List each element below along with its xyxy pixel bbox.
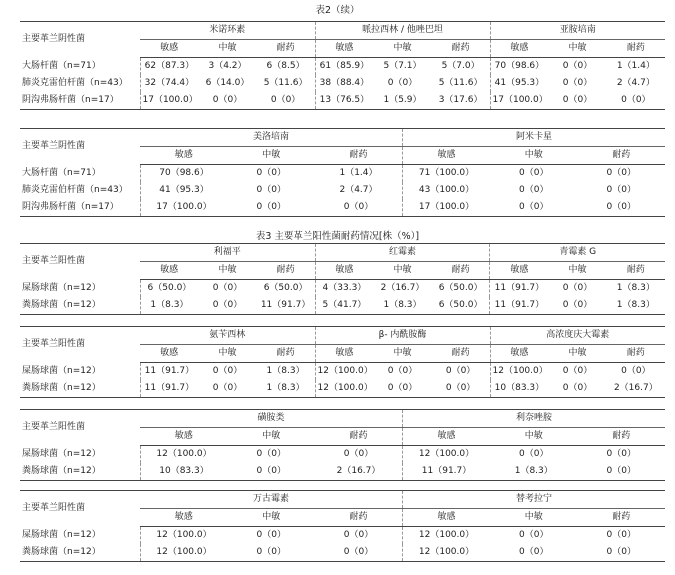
value-cell: 0（0） xyxy=(198,297,256,315)
value-cell: 6（50.0） xyxy=(438,283,483,293)
antibiotic-group-header: 青霉素 G xyxy=(490,244,665,262)
value-cell: 0（0） xyxy=(343,449,374,459)
susceptibility-header: 中敏 xyxy=(228,509,316,527)
susceptibility-header: 敏感 xyxy=(140,509,228,527)
susceptibility-header: 敏感 xyxy=(490,40,548,58)
value-cell: 12（100.0） xyxy=(140,527,228,545)
bacteria-label: 粪肠球菌（n=12） xyxy=(20,544,140,562)
value-cell: 0（0） xyxy=(562,283,593,293)
value-cell: 0（0） xyxy=(607,92,665,110)
value-cell: 17（100.0） xyxy=(140,199,228,217)
value-cell: 70（98.6） xyxy=(140,165,228,183)
value-cell: 1（8.3） xyxy=(607,297,665,315)
value-cell: 1（8.3） xyxy=(490,463,578,481)
susceptibility-header: 中敏 xyxy=(373,345,431,363)
value-cell: 0（0） xyxy=(228,199,316,217)
value-cell: 0（0） xyxy=(578,463,666,481)
value-cell: 2（16.7） xyxy=(315,463,403,481)
value-cell: 38（88.4） xyxy=(315,75,373,92)
antibiotic-group-header: 替考拉宁 xyxy=(403,491,666,509)
susceptibility-header: 耐药 xyxy=(432,262,490,280)
row-header-label: 主要革兰阴性菌 xyxy=(20,22,140,58)
value-cell: 5（7.0） xyxy=(441,61,480,71)
value-cell: 11（91.7） xyxy=(490,297,548,315)
data-table xyxy=(20,128,665,217)
value-cell: 0（0） xyxy=(606,185,636,195)
value-cell: 0（0） xyxy=(548,380,606,398)
bacteria-label: 屎肠球菌（n=12） xyxy=(22,448,101,459)
value-cell: 0（0） xyxy=(519,185,549,195)
value-cell: 13（76.5） xyxy=(315,92,373,110)
value-cell: 0（0） xyxy=(343,530,374,540)
susceptibility-header: 中敏 xyxy=(198,262,256,280)
row-header-label: 主要革兰阴性菌 xyxy=(20,129,140,165)
value-cell: 0（0） xyxy=(228,463,316,481)
susceptibility-header: 耐药 xyxy=(315,428,403,446)
value-cell: 0（0） xyxy=(256,168,286,178)
value-cell: 43（100.0） xyxy=(403,182,491,199)
value-cell: 0（0） xyxy=(198,380,256,398)
susceptibility-header: 敏感 xyxy=(490,262,548,280)
susceptibility-header: 敏感 xyxy=(140,40,198,58)
value-cell: 0（0） xyxy=(445,366,476,376)
value-cell: 2（16.7） xyxy=(380,283,425,293)
susceptibility-header: 耐药 xyxy=(607,262,665,280)
susceptibility-header: 耐药 xyxy=(432,345,490,363)
bacteria-label: 阴沟弗肠杆菌（n=17） xyxy=(20,199,140,217)
value-cell: 5（7.1） xyxy=(383,61,422,71)
table-row xyxy=(20,92,665,110)
susceptibility-header: 敏感 xyxy=(315,40,373,58)
value-cell: 71（100.0） xyxy=(403,165,491,183)
row-header-label: 主要革兰阳性菌 xyxy=(20,244,140,280)
table-row xyxy=(20,297,665,315)
value-cell: 1（5.9） xyxy=(373,92,431,110)
value-cell: 5（11.6） xyxy=(438,78,483,88)
bacteria-label: 屎肠球菌（n=12） xyxy=(22,365,101,376)
bacteria-label: 大肠杆菌（n=71） xyxy=(22,167,101,178)
value-cell: 0（0） xyxy=(606,530,636,540)
value-cell: 6（8.5） xyxy=(266,61,305,71)
table-row xyxy=(20,58,665,76)
bacteria-label: 阴沟弗肠杆菌（n=17） xyxy=(20,92,140,110)
antibiotic-group-header: 阿米卡星 xyxy=(403,129,666,147)
data-table xyxy=(20,326,665,398)
susceptibility-header: 耐药 xyxy=(432,40,490,58)
susceptibility-header: 敏感 xyxy=(315,345,373,363)
value-cell: 0（0） xyxy=(373,380,431,398)
susceptibility-header: 中敏 xyxy=(548,40,606,58)
susceptibility-header: 敏感 xyxy=(315,262,373,280)
value-cell: 0（0） xyxy=(578,544,666,562)
data-table xyxy=(20,21,665,110)
table-row xyxy=(20,75,665,92)
value-cell: 11（91.7） xyxy=(140,380,198,398)
susceptibility-header: 耐药 xyxy=(315,509,403,527)
antibiotic-group-header: 利福平 xyxy=(140,244,315,262)
bacteria-label: 屎肠球菌（n=12） xyxy=(22,282,101,293)
susceptibility-header: 敏感 xyxy=(403,428,491,446)
value-cell: 12（100.0） xyxy=(315,380,373,398)
value-cell: 1（1.4） xyxy=(339,168,378,178)
value-cell: 1（8.3） xyxy=(257,380,315,398)
value-cell: 12（100.0） xyxy=(403,446,491,464)
susceptibility-header: 耐药 xyxy=(257,262,315,280)
antibiotic-group-header: β- 内酰胺酶 xyxy=(315,327,490,345)
value-cell: 41（95.3） xyxy=(490,75,548,92)
value-cell: 12（100.0） xyxy=(403,544,491,562)
value-cell: 6（50.0） xyxy=(432,297,490,315)
bacteria-label: 粪肠球菌（n=12） xyxy=(20,380,140,398)
value-cell: 0（0） xyxy=(315,199,403,217)
value-cell: 2（4.7） xyxy=(339,185,378,195)
value-cell: 0（0） xyxy=(315,544,403,562)
table-row xyxy=(20,182,665,199)
table2-continued-caption: 表2（续） xyxy=(315,5,360,16)
susceptibility-header: 耐药 xyxy=(578,428,666,446)
antibiotic-group-header: 氨苄西林 xyxy=(140,327,315,345)
value-cell: 12（100.0） xyxy=(140,544,228,562)
susceptibility-header: 耐药 xyxy=(607,40,665,58)
table-row xyxy=(20,199,665,217)
value-cell: 12（100.0） xyxy=(490,363,548,381)
susceptibility-header: 中敏 xyxy=(373,40,431,58)
table-row xyxy=(20,527,665,545)
susceptibility-header: 中敏 xyxy=(548,345,606,363)
value-cell: 5（11.6） xyxy=(263,78,308,88)
table-row xyxy=(20,165,665,183)
value-cell: 1（8.3） xyxy=(616,283,655,293)
susceptibility-header: 敏感 xyxy=(140,428,228,446)
antibiotic-group-header: 美洛培南 xyxy=(140,129,403,147)
bacteria-label: 肺炎克雷伯杆菌（n=43） xyxy=(22,185,128,195)
value-cell: 0（0） xyxy=(490,544,578,562)
antibiotic-group-header: 哌拉西林 / 他唑巴坦 xyxy=(315,22,490,40)
susceptibility-header: 中敏 xyxy=(490,147,578,165)
value-cell: 0（0） xyxy=(256,449,286,459)
susceptibility-header: 敏感 xyxy=(490,345,548,363)
bacteria-label: 肺炎克雷伯杆菌（n=43） xyxy=(22,78,128,88)
susceptibility-header: 中敏 xyxy=(198,40,256,58)
value-cell: 12（100.0） xyxy=(403,527,491,545)
value-cell: 11（91.7） xyxy=(490,280,548,298)
value-cell: 1（8.3） xyxy=(373,297,431,315)
value-cell: 0（0） xyxy=(228,544,316,562)
value-cell: 0（0） xyxy=(606,168,636,178)
value-cell: 0（0） xyxy=(212,366,243,376)
value-cell: 10（83.3） xyxy=(140,463,228,481)
susceptibility-header: 耐药 xyxy=(257,40,315,58)
row-header-label: 主要革兰阳性菌 xyxy=(20,327,140,363)
value-cell: 12（100.0） xyxy=(315,363,373,381)
value-cell: 0（0） xyxy=(519,168,549,178)
value-cell: 61（85.9） xyxy=(315,58,373,76)
susceptibility-header: 耐药 xyxy=(257,345,315,363)
value-cell: 17（100.0） xyxy=(140,92,198,110)
susceptibility-header: 耐药 xyxy=(578,147,666,165)
antibiotic-group-header: 米诺环素 xyxy=(140,22,315,40)
table3-caption: 表3 主要革兰阳性菌耐药情况[株（%）] xyxy=(255,231,420,242)
value-cell: 3（4.2） xyxy=(208,61,247,71)
value-cell: 0（0） xyxy=(256,185,286,195)
value-cell: 10（83.3） xyxy=(490,380,548,398)
susceptibility-header: 中敏 xyxy=(228,428,316,446)
value-cell: 2（16.7） xyxy=(607,380,665,398)
table-row xyxy=(20,363,665,381)
susceptibility-header: 中敏 xyxy=(228,147,316,165)
table-row xyxy=(20,463,665,481)
susceptibility-header: 敏感 xyxy=(403,509,491,527)
row-header-label: 主要革兰阳性菌 xyxy=(20,410,140,446)
table-row xyxy=(20,280,665,298)
value-cell: 0（0） xyxy=(519,449,549,459)
value-cell: 32（74.4） xyxy=(140,75,198,92)
value-cell: 2（4.7） xyxy=(616,78,655,88)
value-cell: 1（1.4） xyxy=(616,61,655,71)
value-cell: 17（100.0） xyxy=(403,199,491,217)
value-cell: 0（0） xyxy=(548,92,606,110)
bacteria-label: 屎肠球菌（n=12） xyxy=(22,529,101,540)
value-cell: 5（41.7） xyxy=(315,297,373,315)
value-cell: 0（0） xyxy=(578,199,666,217)
susceptibility-header: 中敏 xyxy=(373,262,431,280)
value-cell: 6（50.0） xyxy=(263,283,308,293)
value-cell: 0（0） xyxy=(519,530,549,540)
value-cell: 0（0） xyxy=(387,366,418,376)
susceptibility-header: 敏感 xyxy=(140,147,228,165)
value-cell: 1（8.3） xyxy=(140,297,198,315)
bacteria-label: 粪肠球菌（n=12） xyxy=(20,463,140,481)
susceptibility-header: 耐药 xyxy=(607,345,665,363)
value-cell: 41（95.3） xyxy=(140,182,228,199)
value-cell: 0（0） xyxy=(490,199,578,217)
table-row xyxy=(20,380,665,398)
value-cell: 3（17.6） xyxy=(432,92,490,110)
value-cell: 62（87.3） xyxy=(140,58,198,76)
data-table xyxy=(20,490,665,562)
value-cell: 1（8.3） xyxy=(266,366,305,376)
susceptibility-header: 中敏 xyxy=(198,345,256,363)
value-cell: 0（0） xyxy=(562,78,593,88)
susceptibility-header: 敏感 xyxy=(403,147,491,165)
antibiotic-group-header: 高浓度庆大霉素 xyxy=(490,327,665,345)
antibiotic-group-header: 磺胺类 xyxy=(140,410,403,428)
susceptibility-header: 耐药 xyxy=(315,147,403,165)
susceptibility-header: 中敏 xyxy=(490,509,578,527)
susceptibility-header: 敏感 xyxy=(140,345,198,363)
value-cell: 11（91.7） xyxy=(140,363,198,381)
value-cell: 0（0） xyxy=(212,283,243,293)
row-header-label: 主要革兰阳性菌 xyxy=(20,491,140,527)
value-cell: 0（0） xyxy=(387,78,418,88)
value-cell: 0（0） xyxy=(621,366,651,376)
value-cell: 0（0） xyxy=(256,530,286,540)
value-cell: 70（98.6） xyxy=(490,58,548,76)
table-row xyxy=(20,446,665,464)
value-cell: 0（0） xyxy=(432,380,490,398)
bacteria-label: 粪肠球菌（n=12） xyxy=(20,297,140,315)
data-table xyxy=(20,243,665,315)
value-cell: 11（91.7） xyxy=(403,463,491,481)
antibiotic-group-header: 红霉素 xyxy=(315,244,490,262)
susceptibility-header: 敏感 xyxy=(140,262,198,280)
value-cell: 0（0） xyxy=(257,92,315,110)
value-cell: 11（91.7） xyxy=(257,297,315,315)
value-cell: 0（0） xyxy=(606,449,636,459)
antibiotic-group-header: 万古霉素 xyxy=(140,491,403,509)
value-cell: 6（14.0） xyxy=(205,78,250,88)
bacteria-label: 大肠杆菌（n=71） xyxy=(22,60,101,71)
susceptibility-header: 中敏 xyxy=(490,428,578,446)
value-cell: 0（0） xyxy=(562,61,593,71)
value-cell: 17（100.0） xyxy=(490,92,548,110)
value-cell: 0（0） xyxy=(562,366,593,376)
table-row xyxy=(20,544,665,562)
value-cell: 12（100.0） xyxy=(140,446,228,464)
antibiotic-group-header: 利奈唑胺 xyxy=(403,410,666,428)
susceptibility-header: 耐药 xyxy=(578,509,666,527)
data-table xyxy=(20,409,665,481)
value-cell: 0（0） xyxy=(198,92,256,110)
susceptibility-header: 中敏 xyxy=(548,262,606,280)
antibiotic-group-header: 亚胺培南 xyxy=(490,22,665,40)
value-cell: 4（33.3） xyxy=(315,280,373,298)
value-cell: 6（50.0） xyxy=(140,280,198,298)
value-cell: 0（0） xyxy=(548,297,606,315)
